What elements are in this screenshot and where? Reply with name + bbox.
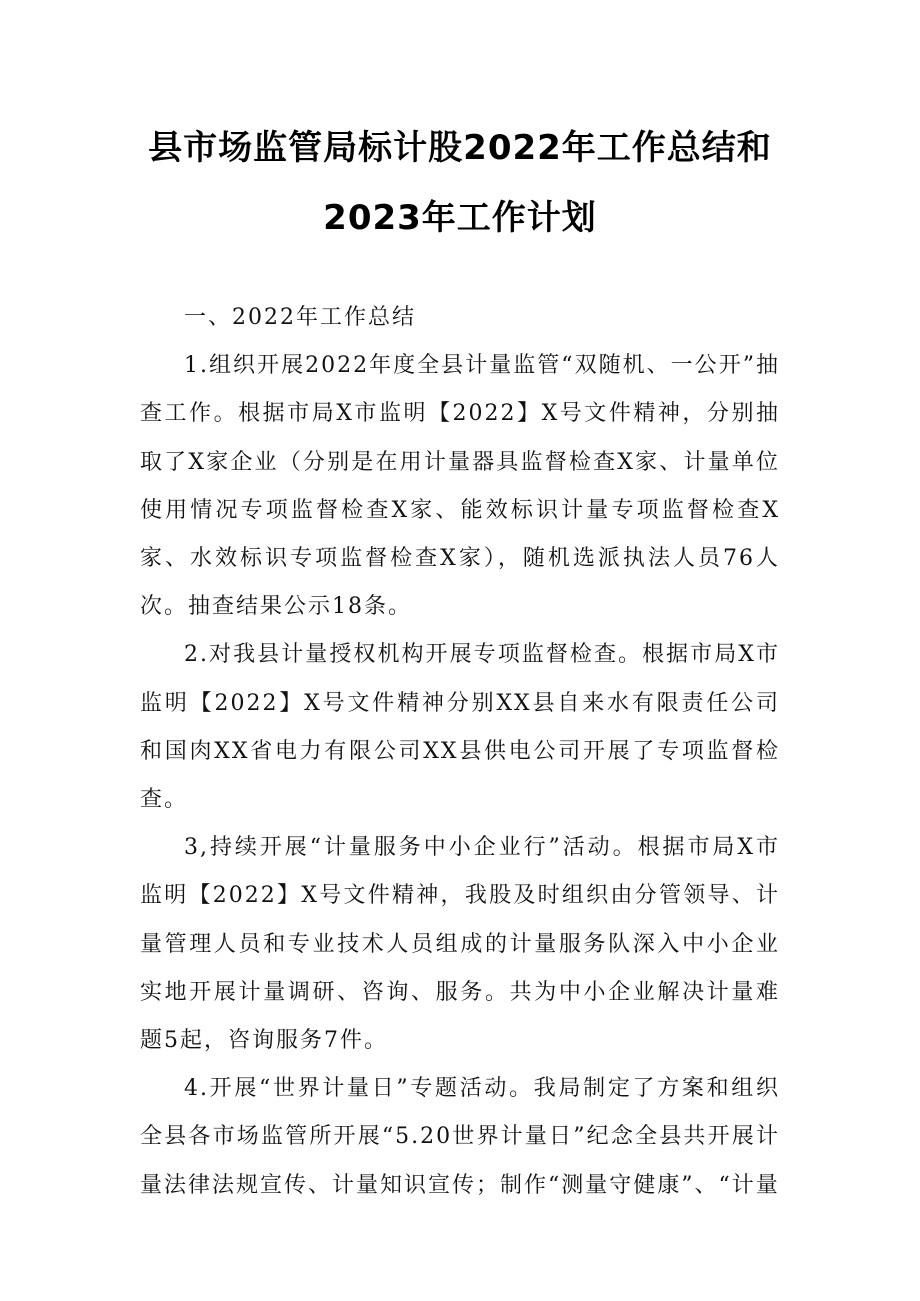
- paragraph-item-4: 4.开展“世界计量日”专题活动。我局制定了方案和组织全县各市场监管所开展“5.20世界计量日”纪念全县共开展计量法律法规宣传、计量知识宣传；制作“测量守健康”、“计量: [140, 1076, 780, 1198]
- paragraph-item-1: 1.组织开展2022年度全县计量监管“双随机、一公开”抽查工作。根据市局X市监明【2022】X号文件精神，分别抽取了X家企业（分别是在用计量器具监督检查X家、计量单位使用情况专项监督检查X家、能效标识计量专项监督检查X家、水效标识专项监督检查X家），随机选派执法人员76人次。抽查结果公示18条。: [140, 353, 780, 620]
- section-heading: 一、2022年工作总结: [184, 305, 416, 330]
- document-body: [140, 294, 780, 1210]
- document-title-line-1: 县市场监管局标计股2022年工作总结和: [148, 128, 772, 168]
- paragraph-item-2: 2.对我县计量授权机构开展专项监督检查。根据市局X市监明【2022】X号文件精神分别XX县自来水有限责任公司和国肉XX省电力有限公司XX县供电公司开展了专项监督检查。: [140, 642, 780, 813]
- document-title-line-2: 2023年工作计划: [323, 198, 597, 238]
- paragraph-item-3: 3,持续开展“计量服务中小企业行”活动。根据市局X市监明【2022】X号文件精神，我股及时组织由分管领导、计量管理人员和专业技术人员组成的计量服务队深入中小企业实地开展计量调研、咨询、服务。共为中小企业解决计量难题5起，咨询服务7件。: [140, 835, 780, 1054]
